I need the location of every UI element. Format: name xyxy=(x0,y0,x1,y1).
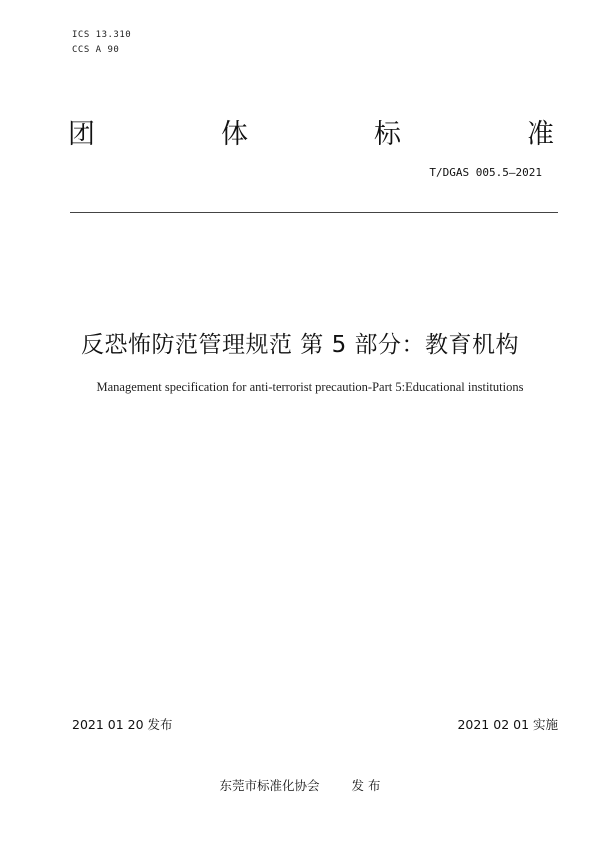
document-title-zh: 反恐怖防范管理规范 第 5 部分：教育机构 xyxy=(80,332,520,358)
issuer-action: 发 布 xyxy=(351,778,381,793)
standard-type-char: 准 xyxy=(527,119,554,150)
standard-type-char: 标 xyxy=(374,119,401,150)
standard-type-char: 团 xyxy=(68,119,95,150)
publish-date: 2021 01 20 发布 xyxy=(72,717,173,732)
ics-code: ICS 13.310 xyxy=(72,30,132,40)
header-divider xyxy=(70,212,558,213)
ccs-code: CCS A 90 xyxy=(72,45,120,55)
issuer-name: 东莞市标准化协会 xyxy=(219,778,320,793)
issuer-line xyxy=(0,776,600,794)
standard-type-heading xyxy=(68,112,554,151)
effective-date: 2021 02 01 实施 xyxy=(457,717,558,732)
standard-number: T/DGAS 005.5—2021 xyxy=(429,166,542,179)
document-title-en: Management specification for anti-terrorist precaution-Part 5:Educational institutions xyxy=(96,380,524,394)
standard-type-char: 体 xyxy=(221,119,248,150)
